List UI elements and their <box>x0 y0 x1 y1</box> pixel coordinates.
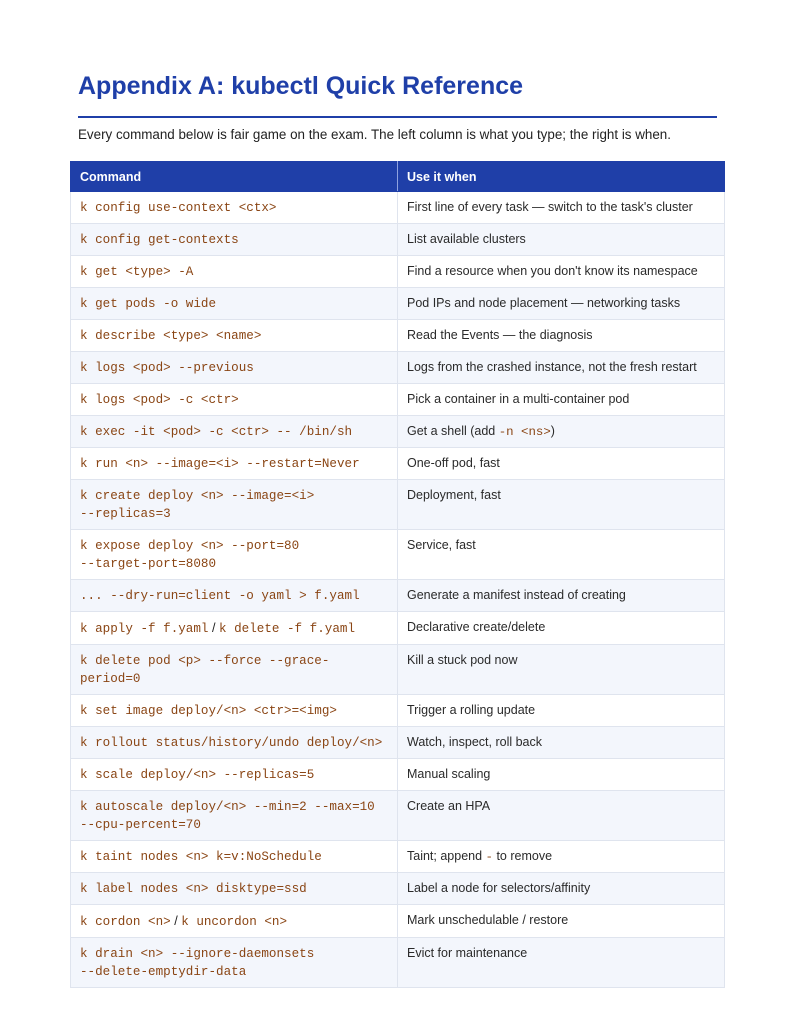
command-cell: k create deploy <n> --image=<i> --replicas=3 <box>71 480 398 530</box>
table-row <box>71 530 725 580</box>
use-text: ) <box>550 424 555 438</box>
command-cell: k describe <type> <name> <box>71 320 398 352</box>
use-cell: Pick a container in a multi-container pod <box>398 384 725 416</box>
command-cell: k config get-contexts <box>71 224 398 256</box>
column-header-use-it-when: Use it when <box>398 162 725 192</box>
page-title: Appendix A: kubectl Quick Reference <box>78 72 524 100</box>
command-cell: k run <n> --image=<i> --restart=Never <box>71 448 398 480</box>
table-row <box>71 791 725 841</box>
command-text: k cordon <n> <box>80 915 171 929</box>
command-cell: k autoscale deploy/<n> --min=2 --max=10 --cpu-percent=70 <box>71 791 398 841</box>
command-cell: k rollout status/history/undo deploy/<n> <box>71 727 398 759</box>
command-cell: k exec -it <pod> -c <ctr> -- /bin/sh <box>71 416 398 448</box>
table-row <box>71 320 725 352</box>
command-cell <box>71 905 398 938</box>
command-text: k apply -f f.yaml <box>80 622 209 636</box>
use-cell: Create an HPA <box>398 791 725 841</box>
table-row <box>71 727 725 759</box>
table-row <box>71 759 725 791</box>
table-row <box>71 645 725 695</box>
table-row <box>71 480 725 530</box>
use-cell: Pod IPs and node placement — networking tasks <box>398 288 725 320</box>
inline-code: - <box>485 850 493 864</box>
command-separator: / <box>170 914 182 928</box>
use-text: Get a shell (add <box>407 424 499 438</box>
command-cell: k expose deploy <n> --port=80 --target-port=8080 <box>71 530 398 580</box>
use-cell: One-off pod, fast <box>398 448 725 480</box>
table-row <box>71 580 725 612</box>
use-cell: First line of every task — switch to the task's cluster <box>398 192 725 224</box>
use-cell: Manual scaling <box>398 759 725 791</box>
intro-text: Every command below is fair game on the exam. The left column is what you type; the right is when. <box>78 127 671 142</box>
use-cell: Service, fast <box>398 530 725 580</box>
command-cell: k set image deploy/<n> <ctr>=<img> <box>71 695 398 727</box>
use-cell: Kill a stuck pod now <box>398 645 725 695</box>
command-separator: / <box>208 621 219 635</box>
use-cell: Watch, inspect, roll back <box>398 727 725 759</box>
command-cell: k delete pod <p> --force --grace-period=0 <box>71 645 398 695</box>
title-divider <box>78 116 717 118</box>
table-row <box>71 612 725 645</box>
command-cell: k logs <pod> --previous <box>71 352 398 384</box>
table-row <box>71 905 725 938</box>
table-row <box>71 288 725 320</box>
command-cell: ... --dry-run=client -o yaml > f.yaml <box>71 580 398 612</box>
command-text: k delete -f f.yaml <box>218 622 356 636</box>
table-row <box>71 873 725 905</box>
table-row <box>71 938 725 988</box>
column-header-command: Command <box>71 162 398 192</box>
use-cell: Read the Events — the diagnosis <box>398 320 725 352</box>
kubectl-reference-table <box>70 161 725 988</box>
use-cell: Declarative create/delete <box>398 612 725 645</box>
table-row <box>71 352 725 384</box>
use-cell: Deployment, fast <box>398 480 725 530</box>
table-row <box>71 224 725 256</box>
command-cell: k config use-context <ctx> <box>71 192 398 224</box>
inline-code: -n <ns> <box>498 425 551 439</box>
use-cell: Find a resource when you don't know its namespace <box>398 256 725 288</box>
table-row <box>71 448 725 480</box>
table-row <box>71 192 725 224</box>
table-row <box>71 384 725 416</box>
use-cell <box>398 416 725 448</box>
command-cell: k label nodes <n> disktype=ssd <box>71 873 398 905</box>
command-cell <box>71 612 398 645</box>
use-cell: Label a node for selectors/affinity <box>398 873 725 905</box>
use-cell <box>398 841 725 873</box>
command-cell: k drain <n> --ignore-daemonsets --delete-emptydir-data <box>71 938 398 988</box>
use-text: Taint; append <box>407 849 486 863</box>
table-row <box>71 841 725 873</box>
command-cell: k logs <pod> -c <ctr> <box>71 384 398 416</box>
command-cell: k taint nodes <n> k=v:NoSchedule <box>71 841 398 873</box>
command-text: k uncordon <n> <box>181 915 288 929</box>
use-cell: Generate a manifest instead of creating <box>398 580 725 612</box>
table-header-row <box>71 162 725 192</box>
use-cell: Trigger a rolling update <box>398 695 725 727</box>
use-cell: List available clusters <box>398 224 725 256</box>
use-cell: Logs from the crashed instance, not the fresh restart <box>398 352 725 384</box>
command-cell: k scale deploy/<n> --replicas=5 <box>71 759 398 791</box>
table-row <box>71 256 725 288</box>
table-row <box>71 695 725 727</box>
use-cell: Mark unschedulable / restore <box>398 905 725 938</box>
use-text: to remove <box>492 849 553 863</box>
command-cell: k get pods -o wide <box>71 288 398 320</box>
table-row <box>71 416 725 448</box>
command-cell: k get <type> -A <box>71 256 398 288</box>
use-cell: Evict for maintenance <box>398 938 725 988</box>
